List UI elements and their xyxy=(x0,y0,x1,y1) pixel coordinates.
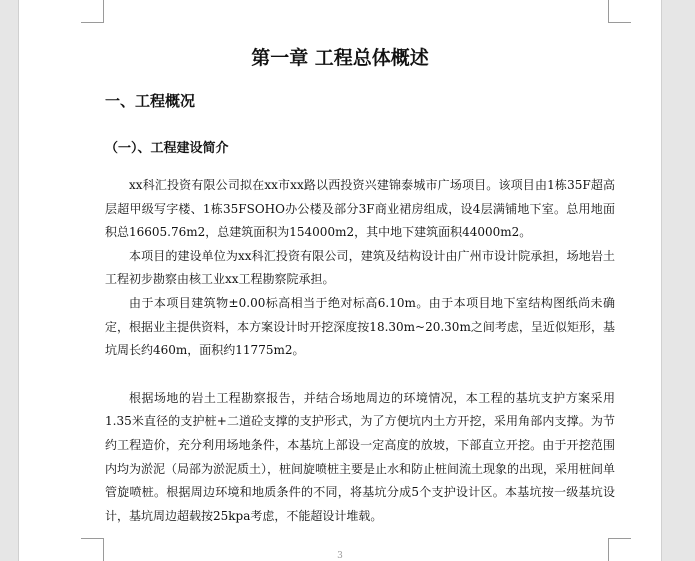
chapter-title: 第一章 工程总体概述 xyxy=(251,47,429,69)
subsection-heading: （一）、工程建设简介 xyxy=(105,141,229,156)
paragraph-support-scheme: 根据场地的岩土工程勘察报告，并结合场地周边的环境情况，本工程的基坑支护方案采用1.35米直径的支护桩+二道砼支撑的支护形式，为了方便坑内土方开挖，采用角部内支撑。为节约工程造价，充分利用场地条件，本基坑上部设一定高度的放坡，下部直立开挖。由于开挖范围内均为淤泥（局部为淤泥质土），桩间旋喷桩主要是止水和防止桩间流土现象的出现，采用桩间单管旋喷桩。根据周边环境和地质条件的不同，将基坑分成5个支护设计区。本基坑按一级基坑设计，基坑周边超载按25kpa考虑，不能超设计堆载。 xyxy=(105,390,616,523)
document-page xyxy=(18,0,662,561)
paragraph-project-overview: xx科汇投资有限公司拟在xx市xx路以西投资兴建锦泰城市广场项目。该项目由1栋35F超高层超甲级写字楼、1栋35FSOHO办公楼及部分3F商业裙房组成，设4层满铺地下室。总用地面积总16605.76m2，总建筑面积为154000m2，其中地下建筑面积44000m2。 xyxy=(105,178,615,240)
page-number: 3 xyxy=(337,551,343,561)
paragraph-excavation-depth: 由于本项目建筑物±0.00标高相当于绝对标高6.10m。由于本项目地下室结构图纸尚未确定，根据业主提供资料，本方案设计时开挖深度按18.30m~20.30m之间考虑，呈近似矩形，基坑周长约460m，面积约11775m2。 xyxy=(105,295,615,358)
body-text xyxy=(105,174,615,528)
crop-mark-top-right xyxy=(608,0,631,23)
crop-mark-top-left xyxy=(81,0,104,23)
paragraph-construction-units: 本项目的建设单位为xx科汇投资有限公司，建筑及结构设计由广州市设计院承担，场地岩土工程初步勘察由核工业xx工程勘察院承担。 xyxy=(105,248,615,287)
section-heading: 一、工程概况 xyxy=(105,92,196,110)
